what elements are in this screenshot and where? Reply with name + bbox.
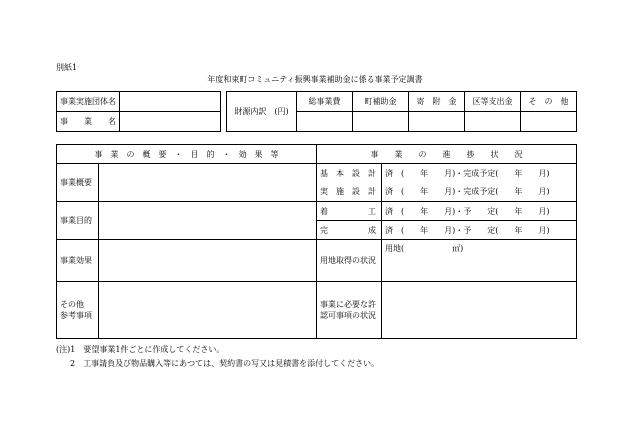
org-value-cell[interactable] xyxy=(120,92,221,112)
finance-col-donation: 寄 附 金 xyxy=(409,92,465,112)
left-header: 事 業 の 概 要 ・ 目 的 ・ 効 果 等 xyxy=(57,145,317,164)
right-header: 事 業 の 進 捗 状 況 xyxy=(317,145,577,164)
row-label-other-line2: 参考事項 xyxy=(60,311,92,320)
finance-col-total: 総事業費 xyxy=(297,92,353,112)
land-label: 用地取得の状況 xyxy=(317,240,382,282)
progress-label-detailed-design: 実 施 設 計 xyxy=(317,183,382,202)
permit-label xyxy=(317,282,382,339)
note-1: (注)1 要望事業1件ごとに作成してください。 xyxy=(56,345,225,354)
finance-value-donation[interactable] xyxy=(409,112,465,132)
permit-value-cell[interactable] xyxy=(382,282,577,339)
land-value-cell[interactable]: 用地( ㎡) xyxy=(382,240,577,282)
progress-label-completion: 完 成 xyxy=(317,221,382,240)
permit-label-line2: 認可事項の状況 xyxy=(320,311,376,320)
note-2: 2 工事請負及び物品購入等にあつては、契約書の写又は見積書を添付してください。 xyxy=(70,359,380,368)
finance-value-town-subsidy[interactable] xyxy=(353,112,409,132)
org-table xyxy=(56,91,221,132)
form-id: 別紙1 xyxy=(56,63,78,72)
progress-status-completion[interactable]: 済 ( 年 月)・予 定( 年 月) xyxy=(382,221,577,240)
row-label-overview: 事業概要 xyxy=(57,164,99,202)
page-title: 年度和束町コミュニティ振興事業補助金に係る事業予定調書 xyxy=(207,75,423,84)
finance-col-district: 区等支出金 xyxy=(465,92,521,112)
progress-status-construction[interactable]: 済 ( 年 月)・予 定( 年 月) xyxy=(382,202,577,221)
finance-value-total[interactable] xyxy=(297,112,353,132)
progress-status-basic-design[interactable]: 済 ( 年 月)・完成予定( 年 月) xyxy=(382,164,577,183)
finance-col-other: そ の 他 xyxy=(521,92,577,112)
effect-value-cell[interactable] xyxy=(99,240,317,282)
permit-label-line1: 事業に必要な許 xyxy=(320,300,376,309)
other-value-cell[interactable] xyxy=(99,282,317,339)
progress-status-detailed-design[interactable]: 済 ( 年 月)・完成予定( 年 月) xyxy=(382,183,577,202)
finance-table xyxy=(226,91,577,132)
row-label-purpose: 事業目的 xyxy=(57,202,99,240)
finance-value-other[interactable] xyxy=(521,112,577,132)
row-label-effect: 事業効果 xyxy=(57,240,99,282)
row-label-other-line1: その他 xyxy=(60,300,84,309)
progress-label-construction: 着 工 xyxy=(317,202,382,221)
main-table xyxy=(56,144,577,339)
progress-label-basic-design: 基 本 設 計 xyxy=(317,164,382,183)
row-label-other xyxy=(57,282,99,339)
finance-label: 財源内訳 (円) xyxy=(227,92,297,132)
org-label: 事業実施団体名 xyxy=(57,92,120,112)
finance-value-district[interactable] xyxy=(465,112,521,132)
finance-col-town-subsidy: 町補助金 xyxy=(353,92,409,112)
overview-value-cell[interactable] xyxy=(99,164,317,202)
project-name-value-cell[interactable] xyxy=(120,112,221,132)
purpose-value-cell[interactable] xyxy=(99,202,317,240)
project-name-label: 事 業 名 xyxy=(57,112,120,132)
